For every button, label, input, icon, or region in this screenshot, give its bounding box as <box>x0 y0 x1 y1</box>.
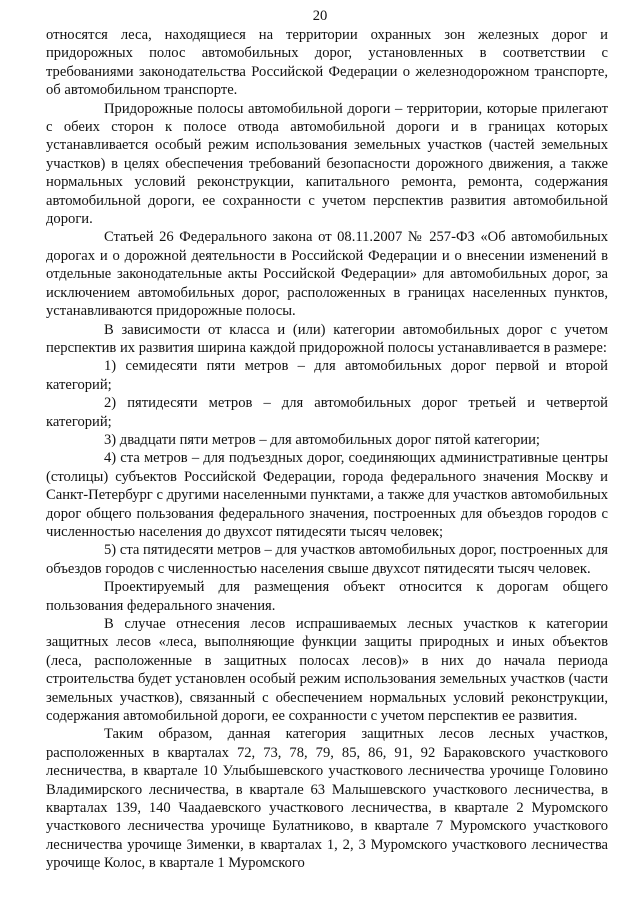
list-item-1: 1) семидесяти пяти метров – для автомобильных дорог первой и второй категорий; <box>46 358 608 393</box>
document-body <box>46 26 608 873</box>
paragraph-roadside-strips-definition: Придорожные полосы автомобильной дороги – территории, которые прилегают с обеих сторон к полосе отвода автомобильной дороги и в границах которых устанавливается особый режим использования земельных участков (частей земельных участков) в целях обеспечения требований безопасности дорожного движения, а также нормальных условий реконструкции, капитального ремонта, ремонта, содержания автомобильной дороги, ее сохранности с учетом перспектив развития автомобильной дороги. <box>46 100 608 228</box>
list-item-2: 2) пятидесяти метров – для автомобильных дорог третьей и четвертой категорий; <box>46 395 608 430</box>
paragraph-object-category: Проектируемый для размещения объект относится к дорогам общего пользования федерального значения. <box>46 579 608 614</box>
paragraph-conclusion: Таким образом, данная категория защитных лесов лесных участков, расположенных в кварталах 72, 73, 78, 79, 85, 86, 91, 92 Бараковского участкового лесничества, в квартале 10 Улыбышевского участкового лесничества урочище Головино Владимирского лесничества, в квартале 63 Малышевского участкового лесничества, в кварталах 139, 140 Чаадаевского участкового лесничества, в квартале 2 Муромского участкового лесничества урочище Булатниково, в квартале 7 Муромского участкового лесничества урочище Зименки, в кварталах 1, 2, 3 Муромского участкового лесничества урочище Колос, в квартале 1 Муромского <box>46 726 608 872</box>
paragraph-article-26: Статьей 26 Федерального закона от 08.11.2007 № 257-ФЗ «Об автомобильных дорогах и о дорожной деятельности в Российской Федерации и о внесении изменений в отдельные законодательные акты Российской Федерации» для автомобильных дорог, за исключением автомобильных дорог, расположенных в границах населенных пунктов, устанавливаются придорожные полосы. <box>46 229 608 320</box>
page-number: 20 <box>312 8 328 24</box>
list-item-3: 3) двадцати пяти метров – для автомобильных дорог пятой категории; <box>104 431 540 448</box>
list-item-4: 4) ста метров – для подъездных дорог, соединяющих административные центры (столицы) субъектов Российской Федерации, города федерального значения Москву и Санкт-Петербург с другими населенными пунктами, а также для участков автомобильных дорог общего пользования федерального значения, построенных для объездов городов с численностью населения до двухсот пятидесяти тысяч человек; <box>46 450 608 540</box>
paragraph-protective-forests: В случае отнесения лесов испрашиваемых лесных участков к категории защитных лесов «леса, выполняющие функции защиты природных и иных объектов (леса, расположенные в защитных полосах лесов)» в них до начала периода строительства будет установлен особый режим использования земельных участков (части земельных участков), связанный с обеспечением нормальных условий реконструкции, содержания автомобильной дороги, ее сохранности с учетом перспектив ее развития. <box>46 616 608 725</box>
paragraph-width-intro: В зависимости от класса и (или) категории автомобильных дорог с учетом перспектив их развития ширина каждой придорожной полосы устанавливается в размере: <box>46 321 608 356</box>
list-item-5: 5) ста пятидесяти метров – для участков автомобильных дорог, построенных для объездов городов с численностью населения свыше двухсот пятидесяти тысяч человек. <box>46 542 608 577</box>
paragraph-continuation: относятся леса, находящиеся на территории охранных зон железных дорог и придорожных полос автомобильных дорог, установленных в соответствии с требованиями законодательства Российской Федерации о железнодорожном транспорте, об автомобильном транспорте. <box>46 27 608 99</box>
